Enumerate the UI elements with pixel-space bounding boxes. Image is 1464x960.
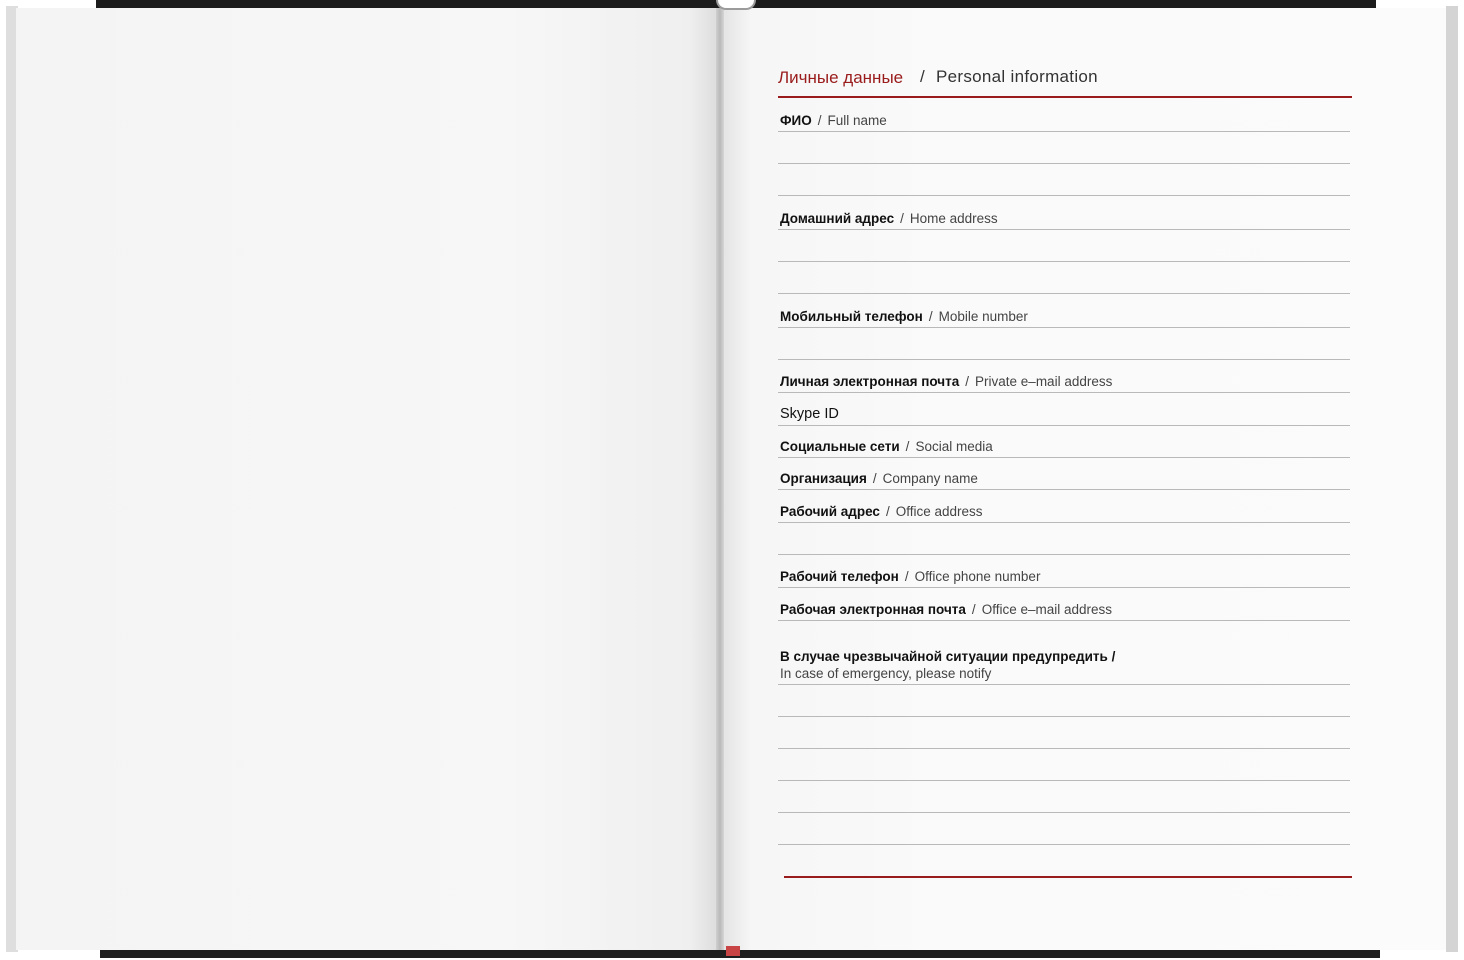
field-emergency-contact[interactable] bbox=[778, 621, 1350, 685]
field-label-ru: ФИО bbox=[780, 113, 812, 128]
blank-line[interactable] bbox=[778, 749, 1350, 781]
blank-line[interactable] bbox=[778, 262, 1350, 294]
field-label-ru: Домашний адрес bbox=[780, 211, 895, 226]
field-label-ru: Организация bbox=[780, 471, 867, 486]
field-label bbox=[780, 569, 1040, 584]
blank-line[interactable] bbox=[778, 132, 1350, 164]
left-page bbox=[16, 8, 718, 950]
field-office-address[interactable] bbox=[778, 491, 1350, 523]
field-label bbox=[780, 406, 839, 422]
field-label bbox=[780, 113, 887, 128]
personal-information-form bbox=[778, 60, 1352, 681]
field-label-en: Office address bbox=[895, 504, 983, 519]
field-private-email[interactable] bbox=[778, 361, 1350, 393]
spine bbox=[716, 8, 724, 950]
field-label-separator: / bbox=[905, 439, 910, 454]
field-label-ru: Рабочий адрес bbox=[780, 504, 880, 519]
emergency-label-en: In case of emergency, please notify bbox=[780, 666, 992, 681]
blank-line[interactable] bbox=[778, 523, 1350, 555]
field-label-ru: Рабочий телефон bbox=[780, 569, 899, 584]
blank-line[interactable] bbox=[778, 717, 1350, 749]
emergency-label-ru: В случае чрезвычайной ситуации предупредить / bbox=[780, 649, 1116, 664]
field-label bbox=[780, 649, 1115, 681]
field-home-address[interactable] bbox=[778, 198, 1350, 230]
field-office-email[interactable] bbox=[778, 589, 1350, 621]
field-full-name[interactable] bbox=[778, 100, 1350, 132]
field-label-separator: / bbox=[971, 602, 976, 617]
field-label-separator: / bbox=[817, 113, 822, 128]
form-title-separator: / bbox=[920, 67, 925, 86]
field-label-en: Social media bbox=[915, 439, 993, 454]
cover-bottom-edge bbox=[100, 950, 1380, 958]
field-social-media[interactable] bbox=[778, 426, 1350, 458]
field-label-separator: / bbox=[965, 374, 970, 389]
cover-right-edge bbox=[1446, 6, 1458, 952]
field-skype-id[interactable] bbox=[778, 394, 1350, 426]
field-label-en: Full name bbox=[827, 113, 887, 128]
field-office-phone[interactable] bbox=[778, 556, 1350, 588]
field-label-en: Office phone number bbox=[914, 569, 1041, 584]
field-label-separator: / bbox=[928, 309, 933, 324]
blank-line[interactable] bbox=[778, 230, 1350, 262]
blank-line[interactable] bbox=[778, 685, 1350, 717]
field-label-separator: / bbox=[900, 211, 904, 226]
field-label-en: Home address bbox=[909, 211, 998, 226]
field-label-ru: Мобильный телефон bbox=[780, 309, 923, 324]
field-label-separator: / bbox=[885, 504, 890, 519]
field-mobile-number[interactable] bbox=[778, 296, 1350, 328]
field-label bbox=[780, 309, 1028, 324]
field-label bbox=[780, 211, 998, 226]
field-label bbox=[780, 439, 993, 454]
pen-loop bbox=[716, 0, 756, 10]
form-title-en: Personal information bbox=[936, 67, 1098, 86]
form-header bbox=[778, 60, 1352, 98]
form-title-ru: Личные данные bbox=[778, 68, 904, 87]
field-label bbox=[780, 602, 1112, 617]
field-label-en: Office e–mail address bbox=[981, 602, 1113, 617]
blank-line[interactable] bbox=[778, 164, 1350, 196]
field-label bbox=[780, 374, 1112, 389]
field-label-ru: Skype ID bbox=[780, 406, 839, 422]
blank-line[interactable] bbox=[778, 328, 1350, 360]
field-label-ru: Личная электронная почта bbox=[780, 374, 960, 389]
bookmark-ribbon bbox=[726, 946, 740, 956]
footer-rule bbox=[784, 876, 1352, 878]
field-company-name[interactable] bbox=[778, 458, 1350, 490]
blank-line[interactable] bbox=[778, 781, 1350, 813]
field-label-en: Private e–mail address bbox=[975, 374, 1113, 389]
field-label-en: Mobile number bbox=[938, 309, 1028, 324]
field-label bbox=[780, 504, 983, 519]
field-label-separator: / bbox=[872, 471, 877, 486]
field-label-separator: / bbox=[904, 569, 909, 584]
field-label-ru: Рабочая электронная почта bbox=[780, 602, 966, 617]
field-label-en: Company name bbox=[882, 471, 978, 486]
field-label bbox=[780, 471, 978, 486]
field-label-ru: Социальные сети bbox=[780, 439, 900, 454]
blank-line[interactable] bbox=[778, 813, 1350, 845]
